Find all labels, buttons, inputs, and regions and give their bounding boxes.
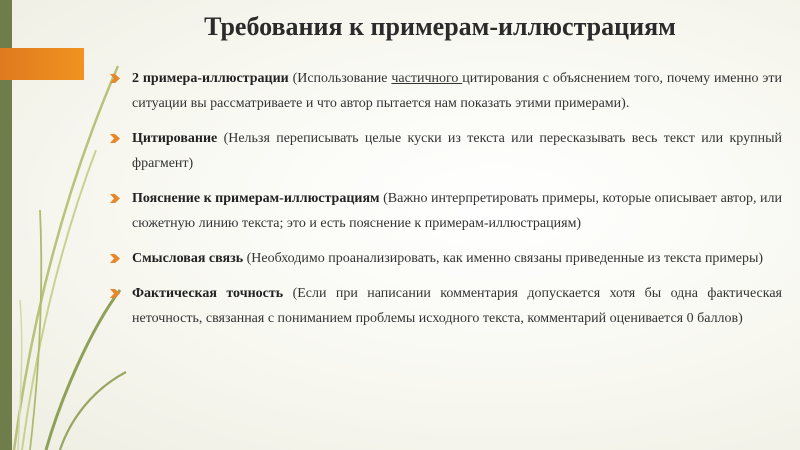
bullet-text: (Необходимо проанализировать, как именно связаны приведенные из текста примеры)	[243, 251, 764, 266]
bullet-text: (Нельзя переписывать целые куски из текста или пересказывать весь текст или крупный фрагмент)	[132, 131, 782, 171]
bullet-term: Смысловая связь	[132, 251, 244, 266]
arrow-right-icon	[110, 134, 120, 143]
bullet-text: (Использование	[288, 71, 392, 86]
slide-title: Требования к примерам-иллюстрациям	[204, 12, 676, 41]
list-item	[110, 186, 782, 236]
bullet-term: Фактическая точность	[132, 286, 284, 301]
arrow-right-icon	[110, 194, 120, 203]
bullet-term: 2 примера-иллюстрации	[132, 71, 289, 86]
bullet-text: (Если при написании комментария допускается хотя бы одна фактическая неточность, связанная с пониманием проблемы исходного текста, комментарий оценивается 0 баллов)	[132, 286, 782, 326]
arrow-right-icon	[110, 74, 120, 83]
bullet-text: цитирования с объяснением того, почему именно эти ситуации вы рассматриваете и что автор пытается нам показать этими примерами).	[132, 71, 782, 111]
list-item	[110, 66, 782, 116]
list-item	[110, 126, 782, 176]
bullet-term: Пояснение к примерам-иллюстрациям	[132, 191, 380, 206]
requirements-list	[110, 66, 782, 341]
list-item	[110, 246, 782, 271]
bullet-text: (Важно интерпретировать примеры, которые описывает автор, или сюжетную линию текста; это и есть пояснение к примерам-иллюстрациям)	[132, 191, 782, 231]
bullet-text-underlined: частичного	[391, 71, 463, 86]
list-item	[110, 281, 782, 331]
arrow-right-icon	[110, 289, 120, 298]
bullet-term: Цитирование	[132, 131, 218, 146]
orange-accent-tab	[0, 48, 84, 80]
arrow-right-icon	[110, 254, 120, 263]
